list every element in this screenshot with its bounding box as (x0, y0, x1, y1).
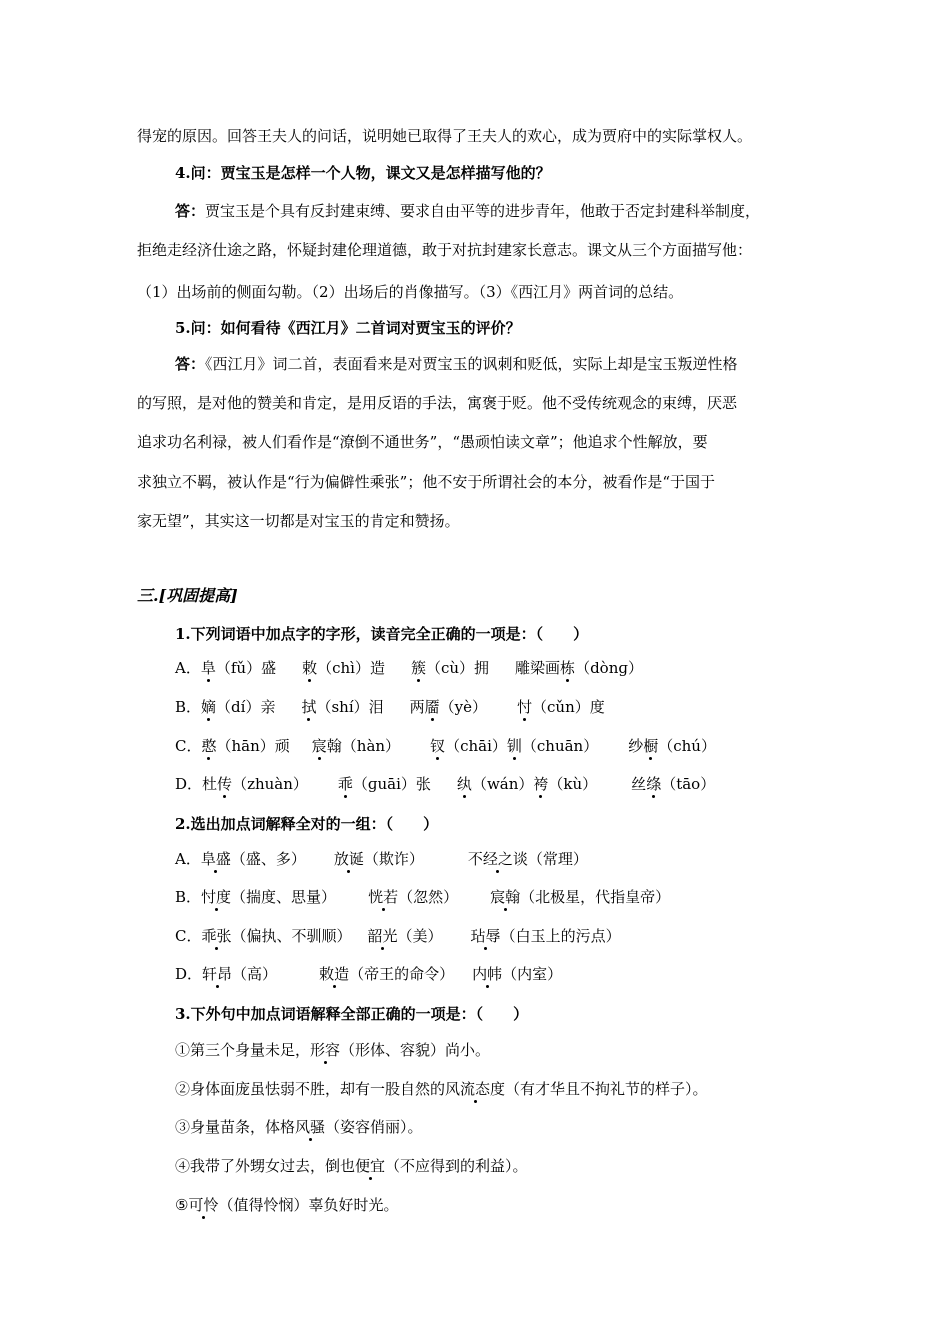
q5-answer-line-5: 家无望”，其实这一切都是对宝玉的肯定和赞扬。 (137, 512, 460, 530)
dotted-char: 钏 (506, 737, 522, 755)
ex2-option-b: B．忖度（揣度、思量） 恍若（忽然） 宸翰（北极星，代指皇帝） (175, 888, 671, 906)
ex1-option-c: C．憨（hān）顽 宸翰（hàn） 钗（chāi）钏（chuān） 纱橱（chú） (175, 737, 716, 755)
ex2-option-d: D．轩昂（高） 敕造（帝王的命令） 内帏（内室） (175, 965, 563, 983)
ex3-item-3: ③身量苗条，体格风骚（姿容俏丽）。 (175, 1118, 423, 1136)
dotted-char: 纨 (456, 775, 472, 793)
ex1-question: 1.下列词语中加点字的字形，读音完全正确的一项是：（ ） (175, 625, 589, 643)
ex3-item-1: ①第三个身量未足，形容（形体、容貌）尚小。 (175, 1041, 491, 1059)
ex1-option-a: A．阜（fǔ）盛 敕（chì）造 簇（cù）拥 雕梁画栋（dònɡ） (175, 659, 643, 677)
dotted-char: 阜 (200, 659, 216, 677)
dotted-char: 宸 (311, 737, 327, 755)
dotted-word: 内帏 (472, 965, 503, 983)
dotted-char: 嫡 (201, 698, 217, 716)
dotted-word: 可怜 (188, 1196, 219, 1214)
q5-answer-line-2: 的写照，是对他的赞美和肯定，是用反语的手法，寓褒于贬。他不受传统观念的束缚，厌恶 (137, 394, 738, 412)
ex2-question: 2.选出加点词解释全对的一组：（ ） (175, 815, 439, 833)
dotted-word: 便宜 (355, 1157, 386, 1175)
ex2-option-c: C．乖张（偏执、不驯顺） 韶光（美） 玷辱（白玉上的污点） (175, 927, 621, 945)
dotted-char: 橱 (643, 737, 659, 755)
dotted-word: 宸翰 (490, 888, 521, 906)
dotted-word: 风骚 (295, 1118, 326, 1136)
dotted-char: 栋 (560, 659, 576, 677)
dotted-word: 形容 (310, 1041, 341, 1059)
dotted-char: 忖 (517, 698, 533, 716)
q4-answer-line-2: 拒绝走经济仕途之路，怀疑封建伦理道德，敢于对抗封建家长意志。课文从三个方面描写他： (137, 241, 753, 259)
q5-question: 5.问：如何看待《西江月》二首词对贾宝玉的评价？ (175, 319, 521, 337)
dotted-char: 袴 (533, 775, 549, 793)
ex3-item-4: ④我带了外甥女过去，倒也便宜（不应得到的利益）。 (175, 1157, 528, 1175)
dotted-char: 绦 (646, 775, 662, 793)
dotted-char: 传 (217, 775, 233, 793)
dotted-char: 敕 (302, 659, 318, 677)
ex3-item-5: ⑤可怜（值得怜悯）辜负好时光。 (175, 1196, 399, 1214)
ex1-option-b: B．嫡（dí）亲 拭（shí）泪 两靥（yè） 忖（cǔn）度 (175, 698, 605, 716)
dotted-char: 钗 (430, 737, 446, 755)
answer-label: 答： (175, 202, 206, 220)
dotted-word: 玷辱 (470, 927, 501, 945)
answer-label: 答： (175, 355, 206, 373)
dotted-word: 敕造 (319, 965, 350, 983)
dotted-word: 不经之谈 (467, 850, 528, 868)
dotted-word: 乖张 (201, 927, 232, 945)
q5-answer-line-3: 追求功名利禄，被人们看作是“潦倒不通世务”，“愚顽怕读文章”；他追求个性解放，要 (137, 433, 708, 451)
dotted-word: 阜盛 (200, 850, 231, 868)
dotted-word: 忖度 (201, 888, 232, 906)
section-title: 三.[巩固提高] (137, 586, 238, 605)
dotted-char: 靥 (424, 698, 440, 716)
ex1-option-d: D．杜传（zhuàn） 乖（ɡuāi）张 纨（wán）袴（kù） 丝绦（tāo） (175, 775, 716, 793)
dotted-char: 簇 (410, 659, 426, 677)
paragraph-continuation: 得宠的原因。回答王夫人的问话，说明她已取得了王夫人的欢心，成为贾府中的实际掌权人。 (137, 127, 753, 145)
dotted-char: 拭 (301, 698, 317, 716)
dotted-word: 风流态度 (445, 1080, 506, 1098)
dotted-char: 乖 (337, 775, 353, 793)
dotted-char: 憨 (201, 737, 217, 755)
ex3-question: 3.下外句中加点词语解释全部正确的一项是：（ ） (175, 1005, 529, 1023)
q4-question: 4.问：贾宝玉是怎样一个人物，课文又是怎样描写他的？ (175, 164, 551, 182)
dotted-word: 韶光 (367, 927, 398, 945)
q4-answer-line-3: （1）出场前的侧面勾勒。（2）出场后的肖像描写。（3）《西江月》两首词的总结。 (137, 283, 684, 301)
ex2-option-a: A．阜盛（盛、多） 放诞（欺诈） 不经之谈（常理） (175, 850, 588, 868)
dotted-word: 放诞 (333, 850, 364, 868)
dotted-word: 轩昂 (202, 965, 233, 983)
dotted-word: 恍若 (368, 888, 399, 906)
q5-answer-line-4: 求独立不羁，被认作是“行为偏僻性乘张”；他不安于所谓社会的本分，被看作是“于国于 (137, 473, 716, 491)
ex3-item-2: ②身体面庞虽怯弱不胜，却有一股自然的风流态度（有才华且不拘礼节的样子）。 (175, 1080, 708, 1098)
q5-answer-line-1: 答：《西江月》词二首，表面看来是对贾宝玉的讽刺和贬低，实际上却是宝玉叛逆性格 (175, 355, 738, 373)
q4-answer-line-1: 答：贾宝玉是个具有反封建束缚、要求自由平等的进步青年，他敢于否定封建科举制度， (175, 202, 761, 220)
